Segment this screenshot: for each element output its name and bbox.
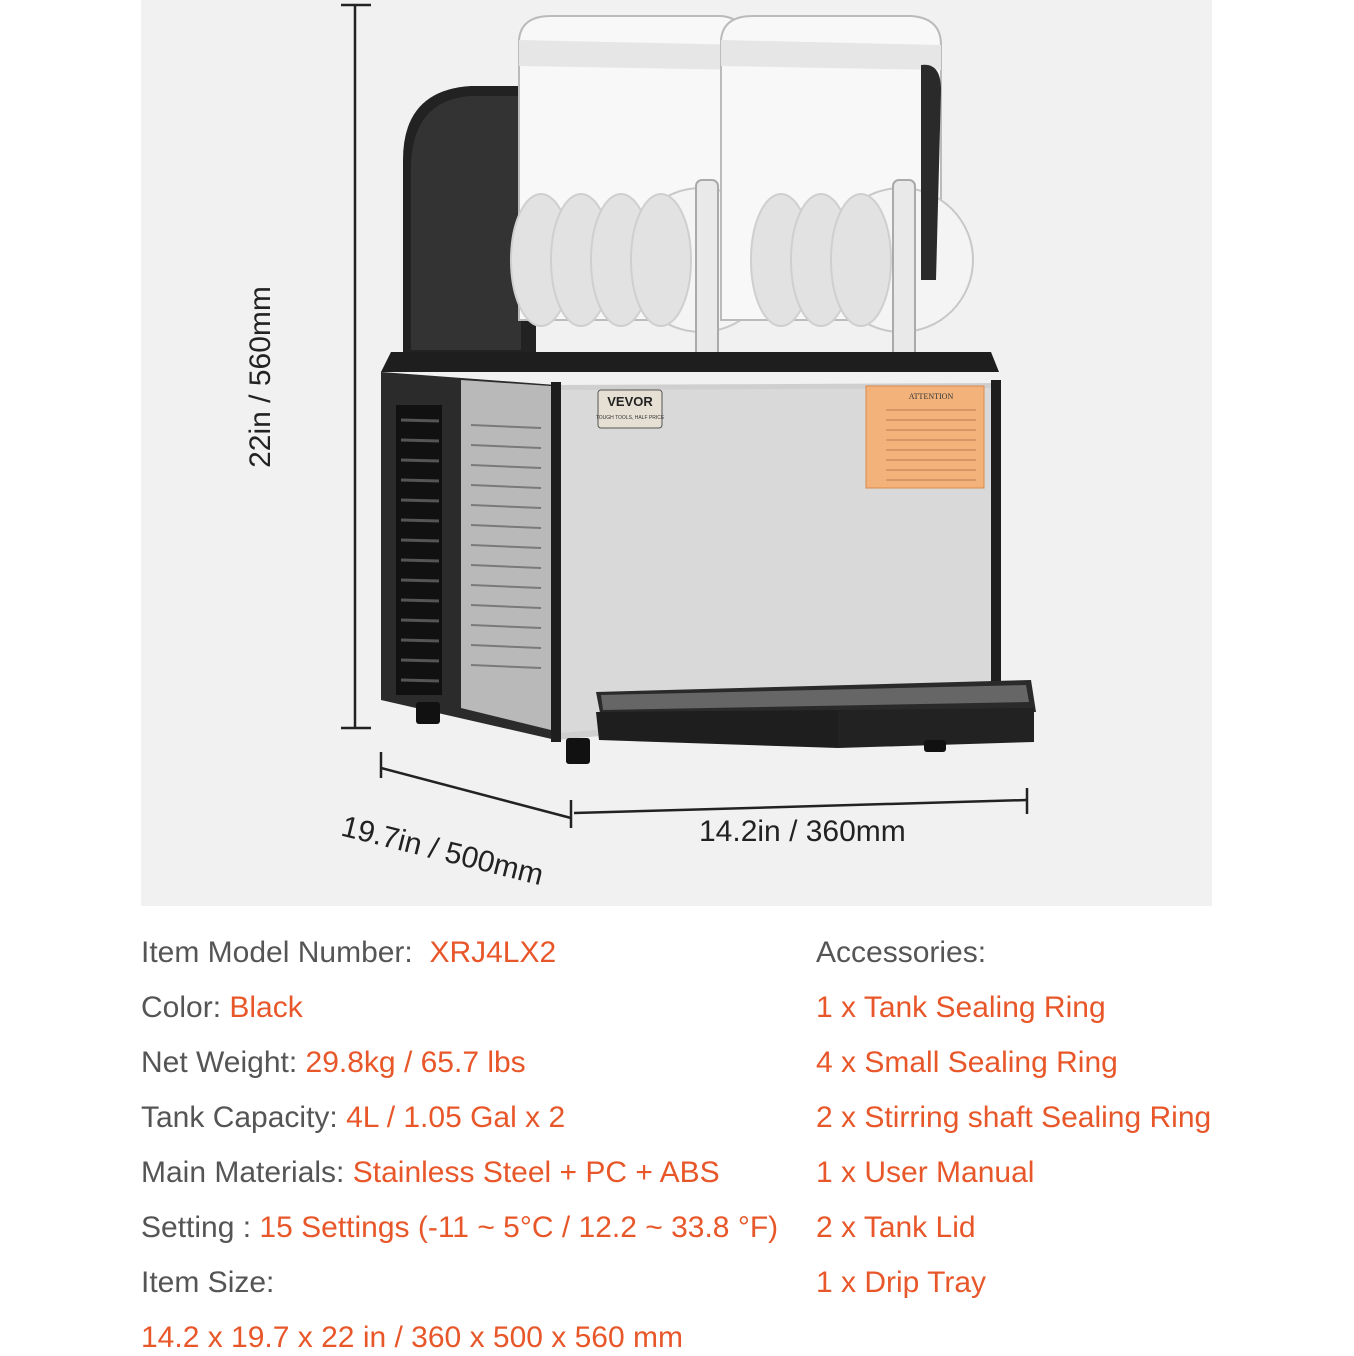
width-dimension-line [574,788,1027,814]
spec-label: Item Size: [141,1266,275,1299]
accessory-item: 1 x Drip Tray [816,1266,987,1299]
spec-label: Main Materials: [141,1156,345,1189]
spec-label: Net Weight: [141,1046,298,1079]
base-top-trim [381,352,999,372]
spec-row-setting [141,1210,778,1246]
spec-row-weight [141,1045,526,1081]
spec-value: 4L / 1.05 Gal x 2 [346,1101,566,1134]
spec-value: 29.8kg / 65.7 lbs [305,1046,526,1079]
spec-row-model [141,935,556,971]
spec-row-color [141,990,303,1026]
spec-value: XRJ4LX2 [429,936,557,969]
accessory-item: 2 x Tank Lid [816,1211,976,1244]
width-dimension-label: 14.2in / 360mm [699,815,906,848]
depth-dimension-line [381,752,571,828]
brand-badge-text: VEVOR [607,394,653,409]
spec-value: Stainless Steel + PC + ABS [352,1156,720,1189]
side-panel [381,372,556,740]
spec-label: Item Model Number: [141,936,413,969]
accessories-title: Accessories: [816,936,987,969]
depth-dimension-label: 19.7in / 500mm [338,810,547,893]
accessory-item: 1 x Tank Sealing Ring [816,991,1106,1024]
warning-sticker-title: ATTENTION [908,392,954,401]
product-photo-panel [141,0,1212,906]
spec-row-capacity [141,1100,565,1136]
spec-value: 15 Settings (-11 ~ 5°C / 12.2 ~ 33.8 °F) [259,1211,779,1244]
side-vents [396,405,442,695]
accessory-item: 4 x Small Sealing Ring [816,1046,1118,1079]
spec-label: Color: [141,991,222,1024]
slush-machine-illustration [141,0,1212,906]
spec-label: Tank Capacity: [141,1101,338,1134]
drip-tray [596,680,1036,748]
height-dimension-line [341,5,371,728]
brand-badge [596,390,665,428]
right-tank [721,16,973,370]
accessory-item: 2 x Stirring shaft Sealing Ring [816,1101,1212,1134]
spec-row-size-label [141,1265,274,1301]
height-dimension-label: 22in / 560mm [244,286,277,468]
spec-value: Black [229,991,303,1024]
spec-row-materials [141,1155,720,1191]
spec-value: 14.2 x 19.7 x 22 in / 360 x 500 x 560 mm [141,1321,683,1354]
spec-label: Setting : [141,1211,252,1244]
spec-row-size-value [141,1320,683,1356]
accessory-item: 1 x User Manual [816,1156,1035,1189]
warning-sticker [866,386,984,488]
brand-badge-tagline: TOUGH TOOLS, HALF PRICE [595,415,665,421]
